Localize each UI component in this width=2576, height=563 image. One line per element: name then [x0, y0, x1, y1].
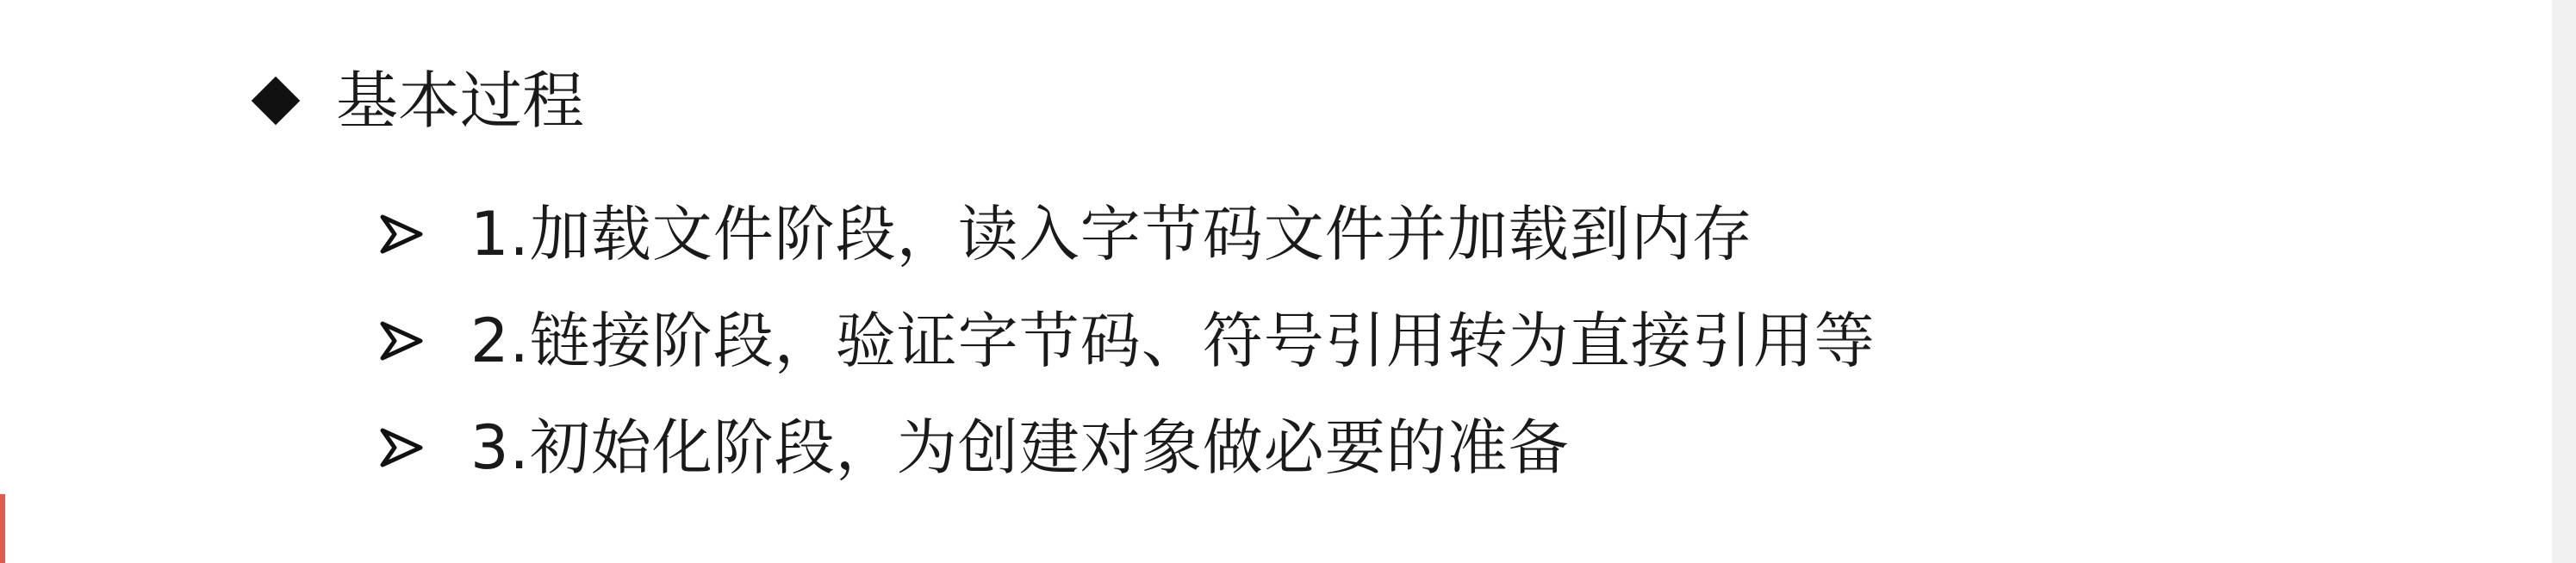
left-accent-bar	[0, 494, 5, 563]
list-item	[379, 181, 1876, 288]
list-item	[379, 394, 1876, 501]
list-item-text: 2.链接阶段，验证字节码、符号引用转为直接引用等	[470, 306, 1876, 376]
diamond-bullet-icon	[252, 77, 301, 126]
right-edge-strip	[2552, 0, 2576, 563]
arrowhead-bullet-icon	[379, 212, 424, 257]
bullet-list	[379, 181, 1876, 501]
heading-text: 基本过程	[336, 65, 585, 137]
section-heading	[248, 53, 584, 148]
arrowhead-bullet-icon	[379, 425, 424, 470]
arrowhead-bullet-icon	[379, 319, 424, 363]
list-item	[379, 288, 1876, 394]
list-item-text: 3.初始化阶段，为创建对象做必要的准备	[470, 412, 1570, 483]
list-item-text: 1.加载文件阶段，读入字节码文件并加载到内存	[470, 199, 1753, 269]
